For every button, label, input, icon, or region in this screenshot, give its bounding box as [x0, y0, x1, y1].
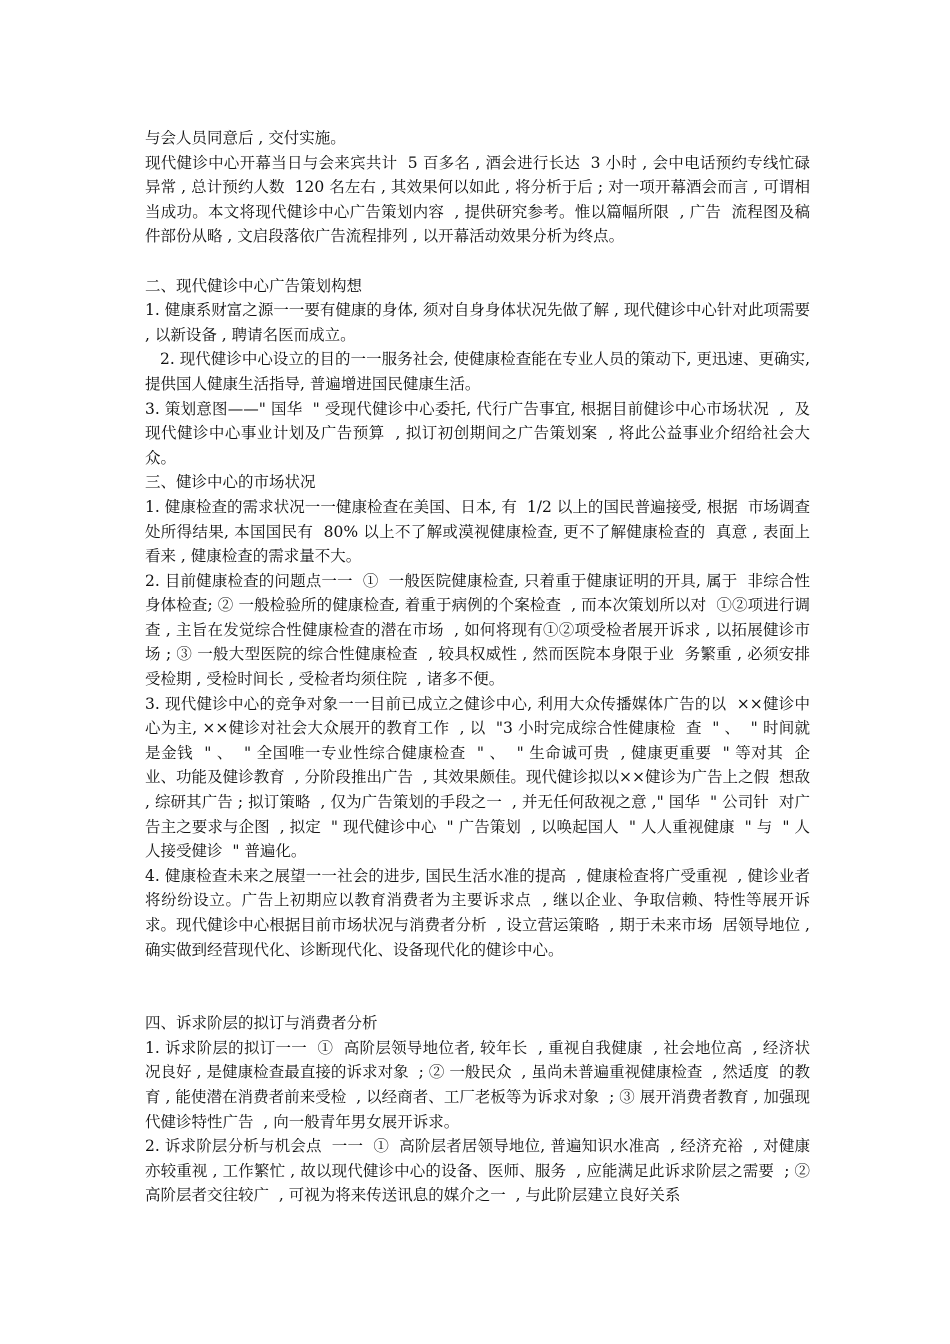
section-2-paragraph-2: 2. 现代健诊中心设立的目的一一服务社会, 使健康检查能在专业人员的策动下, 更迅速、更确实, 提供国人健康生活指导, 普遍增进国民健康生活。: [145, 350, 815, 393]
spacer: [145, 962, 810, 1011]
section-3-heading: 三、健诊中心的市场状况: [145, 473, 316, 492]
intro-paragraph-1: 与会人员同意后 , 交付实施。: [145, 129, 346, 147]
intro-paragraph-2: 现代健诊中心开幕当日与会来宾共计 5 百多名 , 酒会进行长达 3 小时 , 会中电话预约专线忙碌异常 , 总计预约人数 120 名左右 , 其效果何以如此 , 将分析于后 ; 对一项开幕酒会而言 , 可谓相当成功。本文将现代健诊中心广告策划内容 , 提供研究参考。惟以篇幅所限 , 广告 流程图及稿件部份从略 , 文启段落依广告流程排列 , 以开幕活动效果分析为终点。: [145, 153, 810, 246]
section-4-paragraph-1: 1. 诉求阶层的拟订一一 ① 高阶层领导地位者, 较年长 , 重视自我健康 , 社会地位高 , 经济状况良好 , 是健康检查最直接的诉求对象 ; ② 一般民众 , 虽尚未普遍重视健康检查 , 然适度 的教育 , 能使潜在消费者前来受检 , 以经商者、工厂老板等为诉求对象 ; ③ 展开消费者教育 , 加强现代健诊特性广告 , 向一般青年男女展开诉求。: [145, 1038, 810, 1131]
section-2-heading: 二、现代健诊中心广告策划构想: [145, 276, 363, 295]
section-3-paragraph-3: 3. 现代健诊中心的竞争对象一一目前已成立之健诊中心, 利用大众传播媒体广告的以 ××健诊中心为主, ××健诊对社会大众展开的教育工作 , 以 "3 小时完成综合性健康检 查 " 、 " 时间就是金钱 " 、 " 全国唯一专业性综合健康检查 " 、 " 生命诚可贵 , 健康更重要 " 等对其 企业、功能及健诊教育 , 分阶段推出广告 , 其效果颇佳。现代健诊拟以××健诊为广告上之假 想敌 , 综研其广告 ; 拟订策略 , 仅为广告策划的手段之一 , 并无任何敌视之意 ," 国华 " 公司针 对广告主之要求与企图 , 拟定 " 现代健诊中心 " 广告策划 , 以唤起国人 " 人人重视健康 " 与 " 人 人接受健诊 " 普遍化。: [145, 694, 820, 861]
spacer: [145, 249, 810, 274]
section-3-paragraph-1: 1. 健康检查的需求状况一一健康检查在美国、日本, 有 1/2 以上的国民普遍接受, 根据 市场调查处所得结果, 本国国民有 80% 以上不了解或漠视健康检查, 更不了解健康检查的 真意 , 表面上看来 , 健康检查的需求量不大。: [145, 497, 810, 566]
section-2-paragraph-3: 3. 策划意图——" 国华 " 受现代健诊中心委托, 代行广告事宜, 根据目前健诊中心市场状况 , 及现代健诊中心事业计划及广告预算 , 拟订初创期间之广告策划案 , 将此公益事业介绍给社会大众。: [145, 399, 810, 467]
section-3-paragraph-4: 4. 健康检查未来之展望一一社会的进步, 国民生活水准的提高 , 健康检查将广受重视 , 健诊业者将纷纷设立。广告上初期应以教育消费者为主要诉求点 , 继以企业、争取信赖、特性等展开诉求。现代健诊中心根据目前市场状况与消费者分析 , 设立营运策略 , 期于未来市场 居领导地位 , 确实做到经营现代化、诊断现代化、设备现代化的健诊中心。: [145, 866, 815, 959]
section-4-paragraph-2: 2. 诉求阶层分析与机会点 一一 ① 高阶层者居领导地位, 普遍知识水准高 , 经济充裕 , 对健康亦较重视 , 工作繁忙 , 故以现代健诊中心的设备、医师、服务 , 应能满足此诉求阶层之需要 ; ② 高阶层者交往较广 , 可视为将来传送讯息的媒介之一 , 与此阶层建立良好关系: [145, 1137, 815, 1205]
section-4-heading: 四、诉求阶层的拟订与消费者分析: [145, 1014, 378, 1033]
section-2-paragraph-1: 1. 健康系财富之源一一要有健康的身体, 须对自身身体状况先做了解 , 现代健诊中心针对此项需要 , 以新设备 , 聘请名医而成立。: [145, 301, 815, 344]
document-body: [145, 126, 820, 1208]
section-3-paragraph-2: 2. 目前健康检查的问题点一一 ① 一般医院健康检查, 只着重于健康证明的开具, 属于 非综合性身体检查; ② 一般检验所的健康检查, 着重于病例的个案检查 , 而本次策划所以对 ①②项进行调查 , 主旨在发觉综合性健康检查的潜在市场 , 如何将现有①②项受检者展开诉求 , 以拓展健诊市场 ; ③ 一般大型医院的综合性健康检查 , 较具权威性 , 然而医院本身限于业 务繁重 , 必须安排受检期 , 受检时间长 , 受检者均须住院 , 诸多不便。: [145, 571, 810, 689]
